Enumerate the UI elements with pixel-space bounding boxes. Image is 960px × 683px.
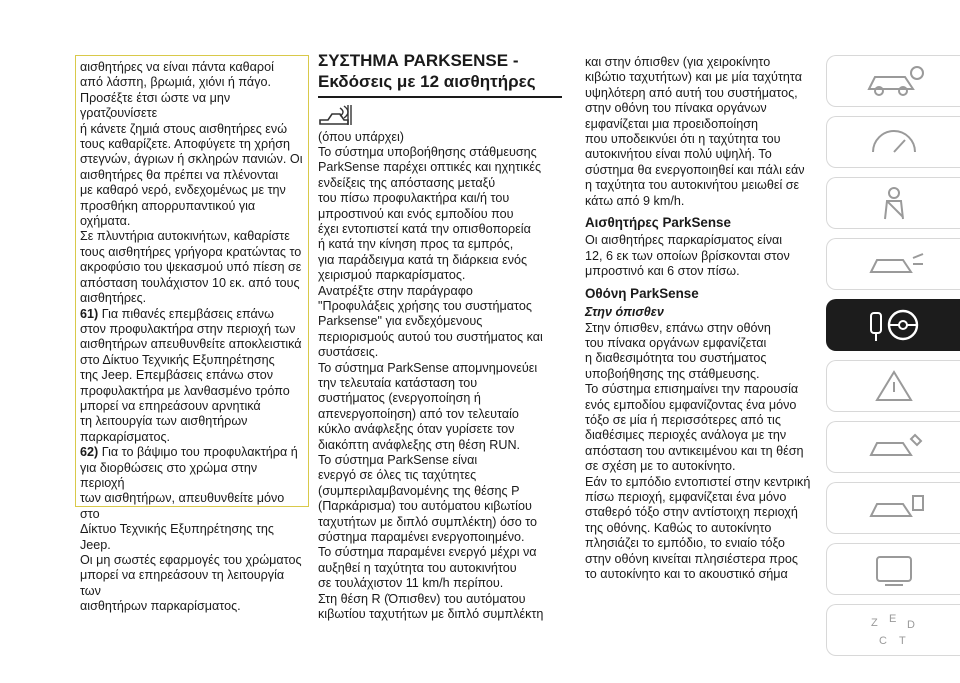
note-61-number: 61) [80,306,99,321]
reverse-subheading: Στην όπισθεν [585,305,664,320]
tab-seatbelt[interactable] [826,177,960,229]
tab-driving[interactable] [826,299,960,351]
tab-specs[interactable] [826,482,960,534]
tab-multimedia[interactable] [826,543,960,595]
parking-sensor-icon [318,104,354,126]
multimedia-icon [859,549,929,589]
dashboard-icon [859,122,929,162]
display-paragraph: Στην όπισθεν, επάνω στην οθόνη του πίνακα οργάνων εμφανίζεται η διαθεσιμότητα του συστήματος υποβοήθησης της στάθμευσης. Το σύστημα επισημαίνει την παρουσία ενός εμποδίου εμφανίζοντας ένα μόνο τόξο σε μία ή περισσότερες από τις διαθέσιμες περιοχές ανάλογα με την απόσταση του αντικειμένου και τη θέση σε σχέση με το αυτοκίνητο. Εάν το εμπόδιο εντοπιστεί στην κεντρική πίσω περιοχή, εμφανίζεται ένα μόνο σταθερό τόξο στην αντίστοιχη περιοχή της οθόνης. Καθώς το αυτοκίνητο πλησιάζει το εμπόδιο, το ενιαίο τόξο στην οθόνη κινείται πλησιέστερα προς το αυτοκίνητο και το ακουστικό σήμα [585,320,811,581]
chapter-tabs [826,55,960,665]
note-62-text: Για το βάψιμο του προφυλακτήρα ή για διορθώσεις στο χρώμα στην περιοχή των αισθητήρων, απευθυνθείτε μόνο στο Δίκτυο Τεχνικής Εξυπηρέτησης της Jeep. Οι μη σωστές εφαρμογές του χρώματος μπορεί να επηρεάσουν τη λειτουργία των αισθητήρων παρκαρίσματος. [80,445,302,614]
note-61-text: Για πιθανές επεμβάσεις επάνω στον προφυλακτήρα στην περιοχή των αισθητήρων απευθυνθείτε αποκλειστικά στο Δίκτυο Τεχνικής Εξυπηρέτησης της Jeep. Επεμβάσεις επάνω στον προφυλακτήρα με λανθασμένο τρόπο μπορεί να επηρεάσουν αρνητικά τη λειτουργία των αισθητήρων παρκαρίσματος. [80,306,302,444]
car-specs-icon [859,488,929,528]
svg-text:C: C [878,635,887,647]
sensors-paragraph: Οι αισθητήρες παρκαρίσματος είναι 12, 6 εκ των οποίων βρίσκονται στον μπροστινό και 6 στον πίσω. [585,233,790,279]
tab-dashboard[interactable] [826,116,960,168]
note-62 [80,445,303,614]
title-divider [318,96,562,98]
key-steering-icon [859,305,929,345]
note-61 [80,307,303,446]
section-title: ΣΥΣΤΗΜΑ PARKSENSE - Εκδόσεις με 12 αισθητήρες [318,51,536,91]
car-service-icon [859,427,929,467]
tab-index[interactable] [826,604,960,656]
svg-text:Z: Z [870,617,878,629]
sensors-heading: Αισθητήρες ParkSense [585,215,731,231]
middle-column [318,50,562,623]
tab-lights[interactable] [826,238,960,290]
speed-warning-paragraph: και στην όπισθεν (για χειροκίνητο κιβώτιο ταχυτήτων) και με μία ταχύτητα υψηλότερη από αυτή του συστήματος, στην οθόνη του πίνακα οργάνων εμφανίζεται μια προειδοποίηση που υποδεικνύει ότι η ταχύτητα του αυτοκινήτου είναι πολύ υψηλή. Το σύστημα θα ενεργοποιηθεί και πάλι εάν η ταχύτητα του αυτοκινήτου μειωθεί σε κάτω από 9 km/h. [585,55,805,208]
car-info-icon [859,61,929,101]
tab-service[interactable] [826,421,960,473]
svg-text:D: D [906,619,915,631]
right-column [585,55,819,582]
svg-text:E: E [888,613,896,625]
section-body: (όπου υπάρχει) Το σύστημα υποβοήθησης στάθμευσης ParkSense παρέχει οπτικές και ηχητικές ενδείξεις της απόστασης μεταξύ του πίσω προφυλακτήρα και/ή του μπροστινού και ενός εμποδίου που έχει εντοπιστεί κατά την οπισθοπορεία ή κατά την κίνηση προς τα εμπρός, για παράδειγμα κατά τη διάρκεια ενός χειρισμού παρκαρίσματος. Ανατρέξτε στην παράγραφο "Προφυλάξεις χρήσης του συστήματος Parksense" για ενδεχόμενους περιορισμούς αυτού του συστήματος και συστάσεις. Το σύστημα ParkSense απομνημονεύει την τελευταία κατάσταση του συστήματος (ενεργοποίηση ή απενεργοποίηση) από τον τελευταίο κύκλο ανάφλεξης όταν γυρίσετε τον διακόπτη ανάφλεξης στη θέση RUN. Το σύστημα ParkSense είναι ενεργό σε όλες τις ταχύτητες (συμπεριλαμβανομένης της θέσης P (Παρκάρισμα) του αυτόματου κιβωτίου ταχυτήτων με διπλό συμπλέκτη) όσο το σύστημα παραμένει ενεργοποιημένο. Το σύστημα παραμένει ενεργό μέχρι να αυξηθεί η ταχύτητα του αυτοκινήτου σε τουλάχιστον 11 km/h περίπου. Στη θέση R (Όπισθεν) του αυτόματου κιβωτίου ταχυτήτων με διπλό συμπλέκτη [318,129,544,622]
warning-triangle-icon [859,366,929,406]
cleaning-paragraph: αισθητήρες να είναι πάντα καθαροί από λάσπη, βρωμιά, χιόνι ή πάγο. Προσέξτε έτσι ώστε να μην γρατζουνίσετε ή κάνετε ζημιά στους αισθητήρες ενώ τους καθαρίζετε. Αποφύγετε τη χρήση στεγνών, άγριων ή σκληρών πανιών. Οι αισθητήρες θα πρέπει να πλένονται με καθαρό νερό, ενδεχομένως με την προσθήκη απορρυπαντικού για οχήματα. Σε πλυντήρια αυτοκινήτων, καθαρίστε τους αισθητήρες γρήγορα κρατώντας το ακροφύσιο του ψεκασμού υπό πίεση σε απόσταση τουλάχιστον 10 εκ. από τους αισθητήρες. [80,60,303,306]
tab-emergency[interactable] [826,360,960,412]
seatbelt-icon [859,183,929,223]
car-lights-icon [859,244,929,284]
alphabet-index-icon [859,610,929,650]
svg-text:T: T [898,635,906,647]
note-62-number: 62) [80,445,99,460]
display-heading: Οθόνη ParkSense [585,285,699,301]
left-column [80,60,303,615]
tab-car-info[interactable] [826,55,960,107]
